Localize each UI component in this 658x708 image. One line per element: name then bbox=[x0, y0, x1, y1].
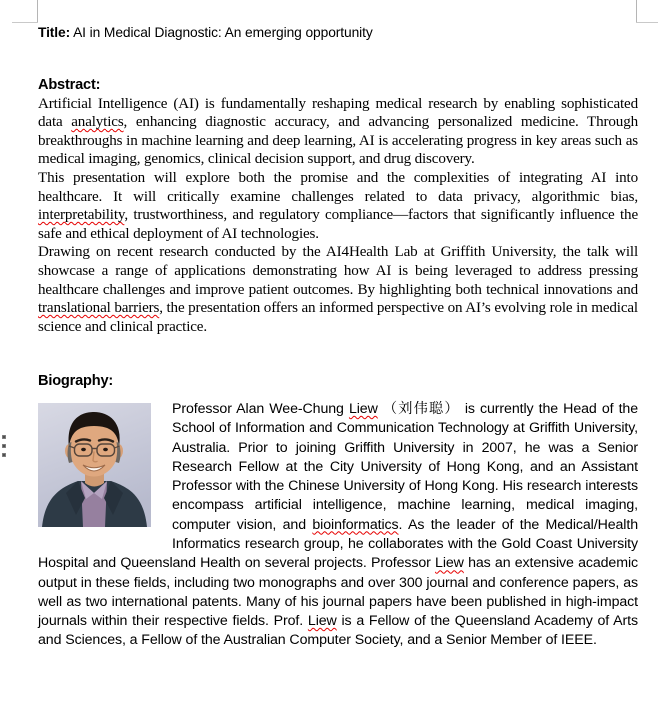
grip-dot bbox=[2, 444, 6, 448]
text-segment: , the presentation offers an informed perspective on AI’s evolving role in medical science and clinical practice. bbox=[38, 300, 638, 335]
left-margin-grip-dots[interactable] bbox=[2, 435, 6, 462]
abstract-paragraph-1 bbox=[38, 95, 638, 169]
text-segment: （刘伟聪） is currently the Head of the School of Information and Communication Technology at Griffith University, Australia. Prior to joining Griffith University in 2007, he was a Senior Research Fellow at the City University of Hong Kong, and an Assistant Professor with the Chinese University of Hong Kong. His research interests encompass artificial intelligence, machine learning, medical imaging, computer vision, and bbox=[172, 400, 638, 533]
text-segment: , enhancing diagnostic accuracy, and advancing personalized medicine. Through breakthroughs in machine learning and deep learning, AI is accelerating progress in key areas such as medical imaging, genomics, clinical decision support, and drug discovery. bbox=[38, 114, 638, 168]
text-segment: . As the leader of the Medical/Health Informatics research group, he collaborates with the Gold Coast University Hospital and Queensland Health on several projects. Professor bbox=[38, 516, 638, 572]
title-text: AI in Medical Diagnostic: An emerging opportunity bbox=[70, 25, 373, 40]
abstract-body bbox=[38, 95, 638, 337]
title-label: Title: bbox=[38, 25, 71, 40]
text-segment: Artificial Intelligence (AI) is fundamentally reshaping medical research by enabling sophisticated data bbox=[38, 95, 638, 131]
title-line bbox=[38, 24, 638, 42]
text-segment: has an extensive academic output in these fields, including two monographs and over 300 journal and conference papers, as well as two international patents. Many of his journal papers have been published in high-impact journals within their respective fields. Prof. bbox=[38, 555, 638, 630]
biography-heading: Biography: bbox=[38, 373, 114, 390]
grip-dot bbox=[2, 453, 6, 457]
misspelled-word: bioinformatics bbox=[312, 516, 399, 533]
professor-portrait-photo[interactable] bbox=[38, 403, 151, 527]
portrait-illustration bbox=[38, 403, 151, 527]
text-segment: This presentation will explore both the promise and the complexities of integrating AI into healthcare. It will critically examine challenges related to data privacy, algorithmic bias, bbox=[38, 169, 638, 205]
misspelled-word: Liew bbox=[307, 613, 337, 630]
text-boundary-mark-top-left-horizontal bbox=[12, 22, 38, 23]
text-segment: Professor Alan Wee-Chung bbox=[172, 400, 349, 417]
text-boundary-mark-top-left-vertical bbox=[37, 0, 38, 22]
text-boundary-mark-top-right-vertical bbox=[636, 0, 637, 22]
abstract-paragraph-3 bbox=[38, 243, 638, 336]
misspelled-word: Liew bbox=[348, 400, 378, 417]
misspelled-word: analytics bbox=[71, 114, 124, 131]
abstract-heading: Abstract: bbox=[38, 77, 101, 93]
document-text-area[interactable] bbox=[38, 24, 638, 651]
text-segment: Drawing on recent research conducted by the AI4Health Lab at Griffith University, the talk will showcase a range of applications demonstrating how AI is being leveraged to address pressing healthcare challenges and improve patient outcomes. By highlighting both technical innovations and bbox=[38, 244, 638, 298]
misspelled-word: interpretability bbox=[38, 207, 125, 224]
text-segment: , trustworthiness, and regulatory compliance—factors that significantly influence the safe and ethical deployment of AI technologies. bbox=[38, 207, 638, 242]
misspelled-word: translational barriers bbox=[38, 300, 160, 317]
abstract-paragraph-2 bbox=[38, 169, 638, 243]
grip-dot bbox=[2, 435, 6, 439]
biography-body bbox=[38, 400, 638, 651]
text-boundary-mark-top-right-horizontal bbox=[636, 22, 658, 23]
misspelled-word: Liew bbox=[435, 555, 464, 572]
text-segment: is a Fellow of the Queensland Academy of Arts and Sciences, a Fellow of the Australian Computer Society, and a Senior Member of IEEE. bbox=[38, 613, 638, 649]
